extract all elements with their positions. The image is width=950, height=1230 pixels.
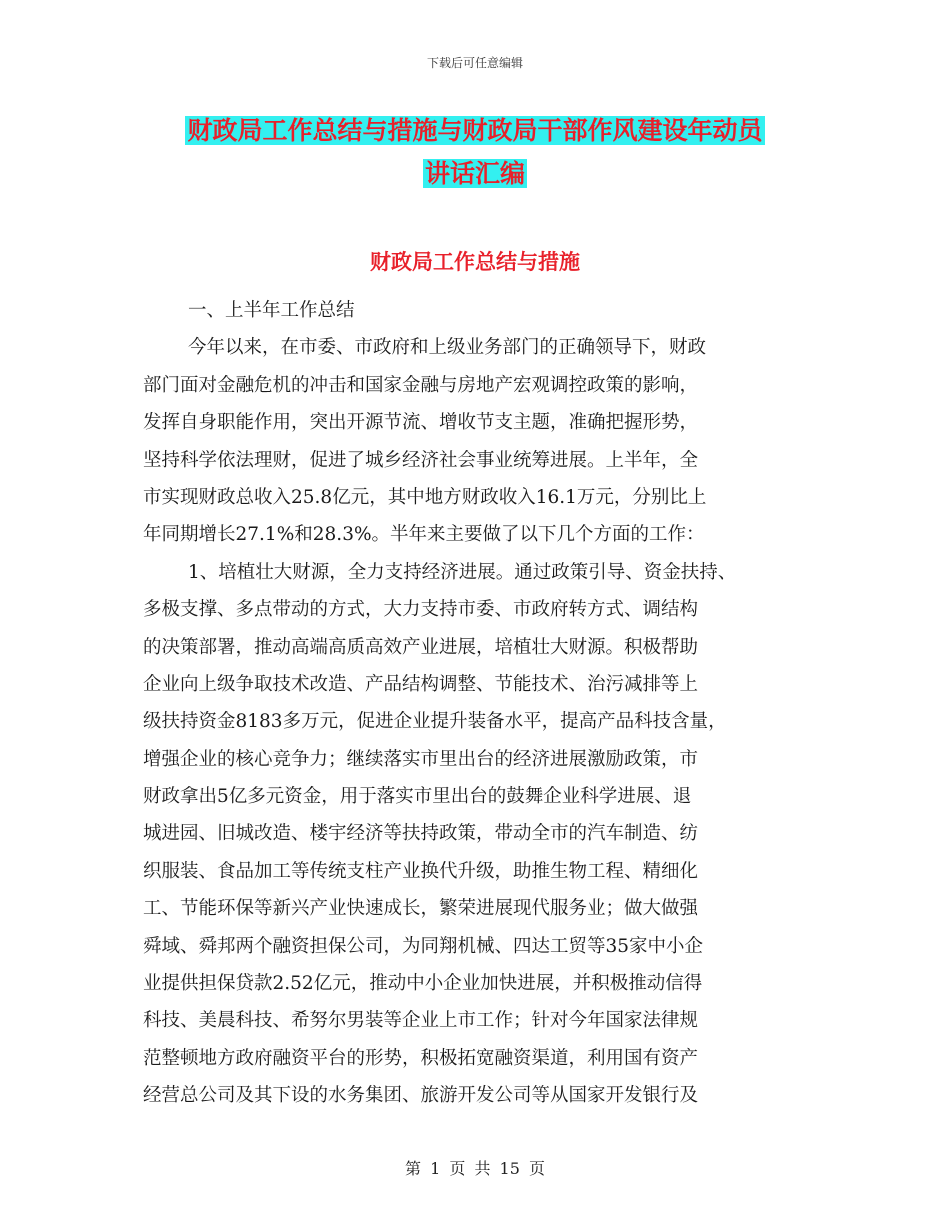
body-text: [143, 292, 823, 1115]
body-line: 一、上半年工作总结: [188, 300, 355, 321]
body-line: 坚持科学依法理财，促进了城乡经济社会事业统筹进展。上半年，全: [143, 449, 699, 471]
body-line: 的决策部署，推动高端高质高效产业进展，培植壮大财源。积极帮助: [143, 636, 699, 658]
body-line: 财政拿出5亿多元资金，用于落实市里出台的鼓舞企业科学进展、退: [143, 786, 692, 808]
document-title-line-1: [0, 112, 950, 150]
body-line: 年同期增长27.1%和28.3%。半年来主要做了以下几个方面的工作：: [143, 524, 705, 546]
body-line: 多极支撑、多点带动的方式，大力支持市委、市政府转方式、调结构: [143, 599, 699, 621]
body-line: 范整顿地方政府融资平台的形势，积极拓宽融资渠道，利用国有资产: [143, 1047, 699, 1069]
body-line: 1、培植壮大财源，全力支持经济进展。通过政策引导、资金扶持、: [188, 561, 737, 583]
body-line: 发挥自身职能作用，突出开源节流、增收节支主题，准确把握形势，: [143, 412, 699, 434]
body-line: 增强企业的核心竞争力；继续落实市里出台的经济进展激励政策，市: [143, 748, 699, 770]
body-line: 部门面对金融危机的冲击和国家金融与房地产宏观调控政策的影响，: [143, 374, 699, 396]
body-line: 企业向上级争取技术改造、产品结构调整、节能技术、治污减排等上: [143, 673, 699, 695]
body-line: 工、节能环保等新兴产业快速成长，繁荣进展现代服务业；做大做强: [143, 898, 699, 920]
title-highlight-1: 财政局工作总结与措施与财政局干部作风建设年动员: [187, 116, 763, 145]
body-line: 织服装、食品加工等传统支柱产业换代升级，助推生物工程、精细化: [143, 860, 699, 882]
document-title-line-2: [0, 155, 950, 193]
body-line: 业提供担保贷款2.52亿元，推动中小企业加快进展，并积极推动信得: [143, 973, 703, 995]
page-header-note: 下载后可任意编辑: [426, 56, 523, 70]
body-line: 今年以来，在市委、市政府和上级业务部门的正确领导下，财政: [188, 337, 707, 359]
body-line: 城进园、旧城改造、楼宇经济等扶持政策，带动全市的汽车制造、纺: [143, 823, 699, 845]
body-line: 市实现财政总收入25.8亿元，其中地方财政收入16.1万元，分别比上: [143, 486, 707, 508]
page-number-footer: 第 1 页 共 15 页: [405, 1159, 545, 1178]
body-line: 经营总公司及其下设的水务集团、旅游开发公司等从国家开发银行及: [143, 1085, 699, 1107]
title-highlight-2: 讲话汇编: [424, 159, 525, 188]
body-line: 级扶持资金8183多万元，促进企业提升装备水平，提高产品科技含量，: [143, 711, 727, 733]
body-line: 舜域、舜邦两个融资担保公司，为同翔机械、四达工贸等35家中小企: [143, 935, 704, 957]
body-line: 科技、美晨科技、希努尔男装等企业上市工作；针对今年国家法律规: [143, 1010, 699, 1032]
section-title: 财政局工作总结与措施: [370, 249, 580, 274]
